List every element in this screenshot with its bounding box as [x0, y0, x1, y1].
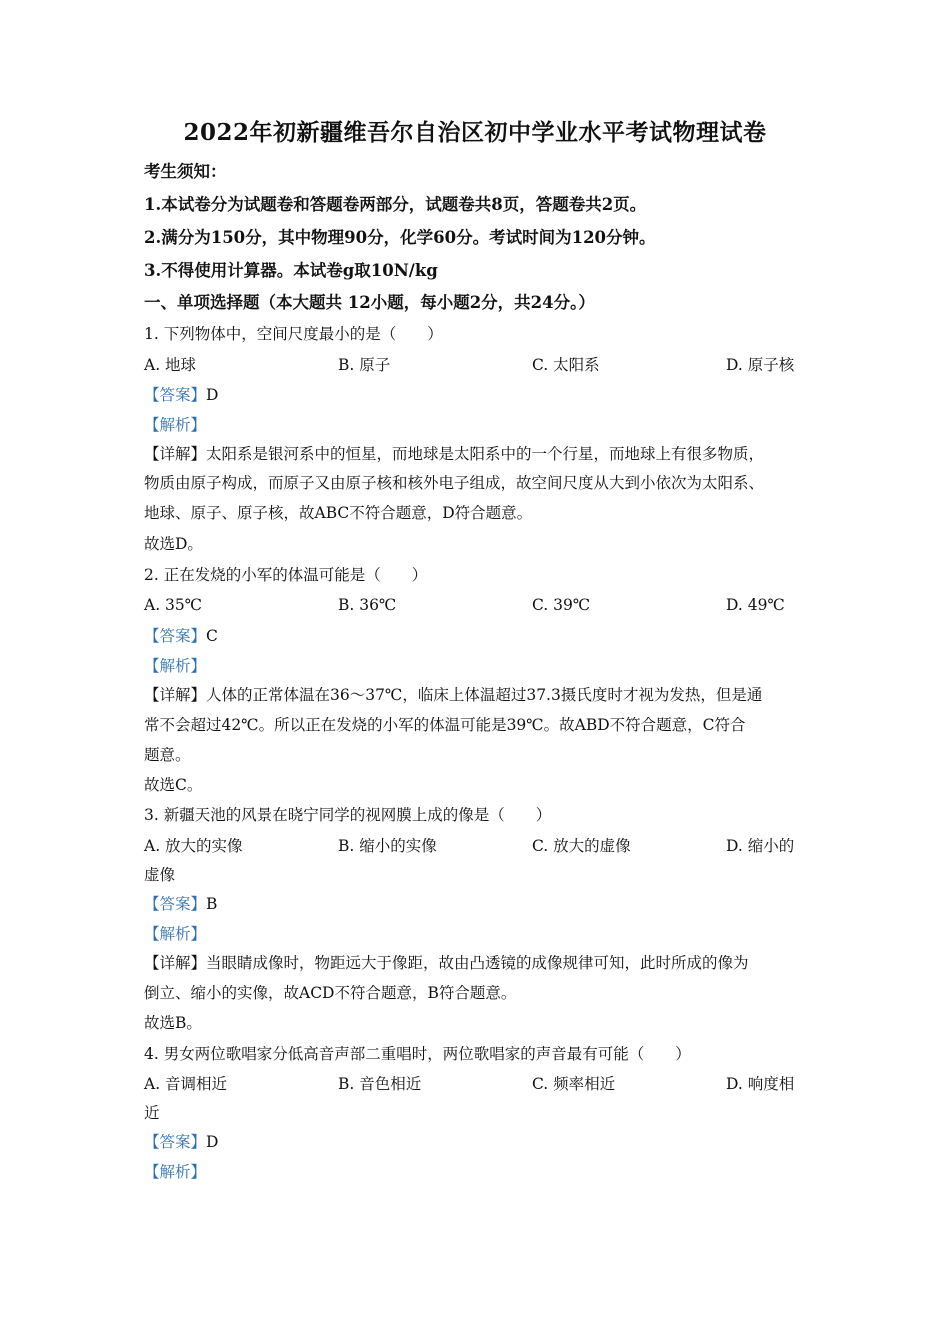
option-a: A. 地球 [144, 356, 197, 374]
notice-item: 1.本试卷分为试题卷和答题卷两部分，试题卷共8页，答题卷共2页。 [144, 195, 647, 214]
option-a: A. 放大的实像 [144, 837, 243, 855]
option-a: A. 音调相近 [144, 1075, 228, 1093]
detail-text: 物质由原子构成，而原子又由原子核和核外电子组成，故空间尺度从大到小依次为太阳系、 [144, 474, 765, 492]
detail-text: 太阳系是银河系中的恒星，而地球是太阳系中的一个行星，而地球上有很多物质， [206, 445, 765, 463]
answer-value: B [206, 895, 218, 913]
analysis-label: 解析 [159, 1163, 191, 1181]
option-d: D. 缩小的 [726, 837, 795, 855]
detail-text: 地球、原子、原子核，故ABC不符合题意，D符合题意。 [144, 504, 533, 522]
detail-text: 人体的正常体温在36～37℃，临床上体温超过37.3摄氏度时才视为发热，但是通 [206, 686, 763, 704]
option-c: C. 太阳系 [532, 356, 600, 374]
answer-line: 【答案】B [144, 895, 218, 913]
option-d: D. 49℃ [726, 596, 785, 614]
detail-label: 详解 [159, 445, 191, 463]
detail-label: 详解 [159, 686, 191, 704]
detail-text: 当眼睛成像时，物距远大于像距，故由凸透镜的成像规律可知，此时所成的像为 [206, 954, 749, 972]
option-b: B. 音色相近 [338, 1075, 422, 1093]
detail-line: 【详解】人体的正常体温在36～37℃，临床上体温超过37.3摄氏度时才视为发热，但是通 [144, 686, 763, 704]
analysis-label: 解析 [159, 657, 191, 675]
answer-label: 答案 [159, 1133, 191, 1151]
answer-value: D [206, 386, 219, 404]
option-wrap: 虚像 [144, 866, 176, 884]
answer-line: 【答案】D [144, 1133, 219, 1151]
answer-line: 【答案】C [144, 627, 218, 645]
option-d: D. 响度相 [726, 1075, 795, 1093]
notice-item: 3.不得使用计算器。本试卷g取10N/kg [144, 261, 438, 280]
option-c: C. 放大的虚像 [532, 837, 631, 855]
answer-line: 【答案】D [144, 386, 219, 404]
answer-value: C [206, 627, 218, 645]
option-a: A. 35℃ [144, 596, 203, 614]
question-stem: 1. 下列物体中，空间尺度最小的是（ ） [144, 325, 443, 343]
detail-label: 详解 [159, 954, 191, 972]
option-c: C. 频率相近 [532, 1075, 616, 1093]
question-stem: 4. 男女两位歌唱家分低高音声部二重唱时，两位歌唱家的声音最有可能（ ） [144, 1045, 691, 1063]
answer-value: D [206, 1133, 219, 1151]
option-c: C. 39℃ [532, 596, 591, 614]
section-heading: 一、单项选择题（本大题共 12小题，每小题2分，共24分。） [144, 293, 595, 312]
conclusion: 故选B。 [144, 1014, 202, 1032]
analysis-label: 解析 [159, 416, 191, 434]
question-stem: 3. 新疆天池的风景在晓宁同学的视网膜上成的像是（ ） [144, 806, 552, 824]
page-title: 2022年初新疆维吾尔自治区初中学业水平考试物理试卷 [183, 119, 767, 146]
analysis-label: 解析 [159, 925, 191, 943]
option-d: D. 原子核 [726, 356, 795, 374]
detail-text: 常不会超过42℃。所以正在发烧的小军的体温可能是39℃。故ABD不符合题意，C符合 [144, 716, 746, 734]
analysis-line: 【解析】 [144, 925, 207, 943]
notice-heading: 考生须知： [144, 162, 227, 181]
detail-text: 题意。 [144, 746, 191, 764]
answer-label: 答案 [159, 895, 191, 913]
notice-item: 2.满分为150分，其中物理90分，化学60分。考试时间为120分钟。 [144, 228, 656, 247]
detail-line: 【详解】太阳系是银河系中的恒星，而地球是太阳系中的一个行星，而地球上有很多物质， [144, 445, 765, 463]
detail-text: 倒立、缩小的实像，故ACD不符合题意，B符合题意。 [144, 984, 517, 1002]
detail-line: 【详解】当眼睛成像时，物距远大于像距，故由凸透镜的成像规律可知，此时所成的像为 [144, 954, 749, 972]
analysis-line: 【解析】 [144, 1163, 207, 1181]
answer-label: 答案 [159, 386, 191, 404]
analysis-line: 【解析】 [144, 657, 207, 675]
option-b: B. 缩小的实像 [338, 837, 437, 855]
analysis-line: 【解析】 [144, 416, 207, 434]
conclusion: 故选D。 [144, 535, 203, 553]
option-b: B. 原子 [338, 356, 391, 374]
answer-label: 答案 [159, 627, 191, 645]
option-wrap: 近 [144, 1104, 160, 1122]
conclusion: 故选C。 [144, 776, 203, 794]
question-stem: 2. 正在发烧的小军的体温可能是（ ） [144, 566, 428, 584]
option-b: B. 36℃ [338, 596, 397, 614]
